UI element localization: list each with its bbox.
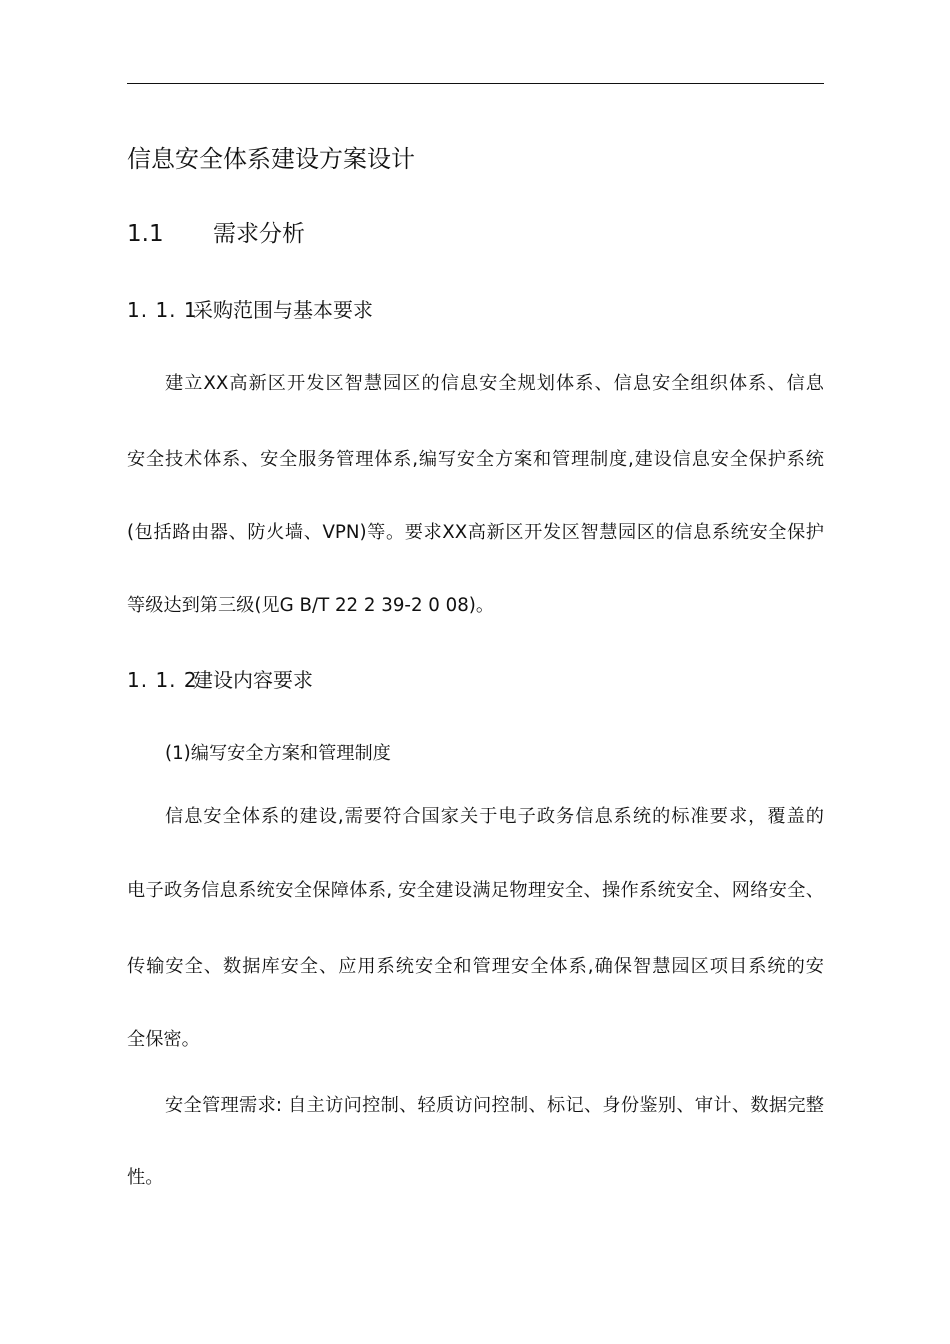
subsection-heading-2 [127,670,313,690]
section-number: 1.1 [127,221,164,247]
document-title: 信息安全体系建设方案设计 [127,145,415,173]
subsection-title-1: 采购范围与基本要求 [193,298,373,322]
paragraph-line: 安全管理需求: 自主访问控制、轻质访问控制、标记、身份鉴别、审计、数据完整 [165,1095,824,1116]
section-heading [127,223,305,246]
paragraph-line: 性。 [127,1167,164,1188]
section-title: 需求分析 [213,221,305,247]
paragraph-line: 传输安全、数据库安全、应用系统安全和管理安全体系,确保智慧园区项目系统的安 [127,956,824,977]
subsection-number-1: 1. 1. 1 [127,298,198,322]
header-rule [127,83,824,84]
subsection-title-2: 建设内容要求 [193,668,313,692]
subsection-heading-1 [127,300,373,320]
paragraph-line: 建立XX高新区开发区智慧园区的信息安全规划体系、信息安全组织体系、信息 [165,373,824,394]
item-heading: (1)编写安全方案和管理制度 [165,743,391,764]
paragraph-line: 等级达到第三级(见G B/T 22 2 39-2 0 08)。 [127,595,495,616]
paragraph-line: 全保密。 [127,1029,200,1050]
paragraph-line: 安全技术体系、安全服务管理体系,编写安全方案和管理制度,建设信息安全保护系统 [127,449,824,470]
subsection-number-2: 1. 1. 2 [127,668,198,692]
paragraph-line: (包括路由器、防火墙、VPN)等。要求XX高新区开发区智慧园区的信息系统安全保护 [127,522,824,543]
paragraph-line: 电子政务信息系统安全保障体系, 安全建设满足物理安全、操作系统安全、网络安全、 [127,880,824,901]
paragraph-line: 信息安全体系的建设,需要符合国家关于电子政务信息系统的标准要求，覆盖的 [165,806,824,827]
